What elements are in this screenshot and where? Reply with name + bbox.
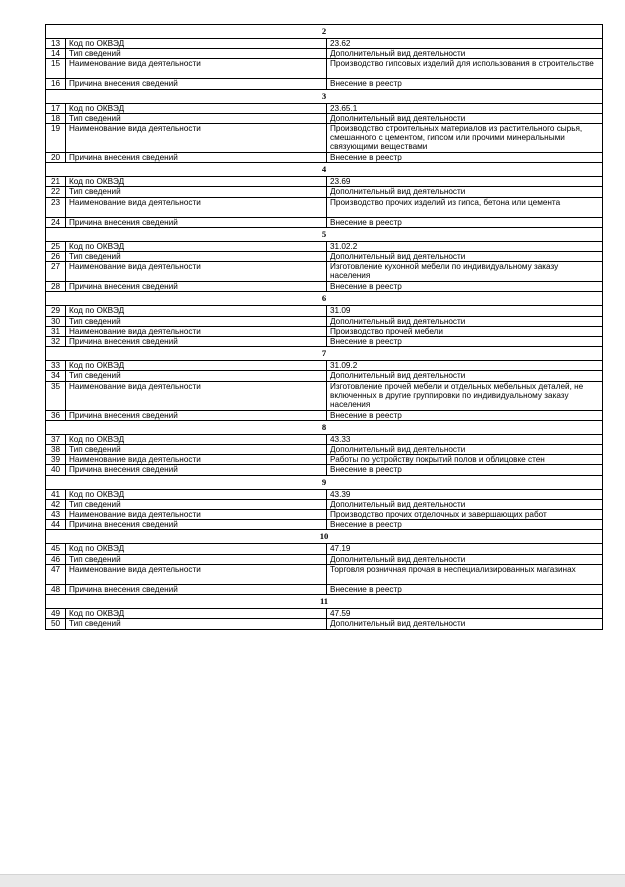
table-row <box>46 306 603 316</box>
table-row <box>46 113 603 123</box>
row-number: 23 <box>46 197 66 217</box>
row-value: Дополнительный вид деятельности <box>327 187 603 197</box>
row-label: Причина внесения сведений <box>66 465 327 475</box>
row-label: Наименование вида деятельности <box>66 59 327 79</box>
row-number: 15 <box>46 59 66 79</box>
row-label: Причина внесения сведений <box>66 584 327 594</box>
row-label: Наименование вида деятельности <box>66 510 327 520</box>
row-number: 26 <box>46 252 66 262</box>
row-number: 34 <box>46 371 66 381</box>
row-label: Код по ОКВЭД <box>66 39 327 49</box>
table-row <box>46 510 603 520</box>
row-number: 36 <box>46 410 66 420</box>
row-number: 38 <box>46 445 66 455</box>
row-number: 46 <box>46 554 66 564</box>
row-label: Код по ОКВЭД <box>66 434 327 444</box>
row-label: Наименование вида деятельности <box>66 381 327 410</box>
row-number: 19 <box>46 124 66 153</box>
table-row <box>46 410 603 420</box>
row-label: Код по ОКВЭД <box>66 306 327 316</box>
row-value: Внесение в реестр <box>327 282 603 292</box>
group-header-row <box>46 292 603 306</box>
row-value: Работы по устройству покрытий полов и облицовке стен <box>327 455 603 465</box>
group-number: 11 <box>46 595 603 609</box>
row-label: Причина внесения сведений <box>66 79 327 89</box>
row-value: Изготовление прочей мебели и отдельных мебельных деталей, не включенных в другие группировки по индивидуальному заказу населения <box>327 381 603 410</box>
table-row <box>46 584 603 594</box>
row-value: Производство строительных материалов из растительного сырья, смешанного с цементом, гипсом или прочими минеральными связующими веществами <box>327 124 603 153</box>
group-number: 6 <box>46 292 603 306</box>
row-number: 22 <box>46 187 66 197</box>
row-value: Производство гипсовых изделий для использования в строительстве <box>327 59 603 79</box>
row-label: Тип сведений <box>66 187 327 197</box>
row-number: 20 <box>46 153 66 163</box>
row-label: Наименование вида деятельности <box>66 455 327 465</box>
row-number: 24 <box>46 217 66 227</box>
row-label: Причина внесения сведений <box>66 337 327 347</box>
row-number: 17 <box>46 103 66 113</box>
row-value: Дополнительный вид деятельности <box>327 113 603 123</box>
row-value: Производство прочих отделочных и завершающих работ <box>327 510 603 520</box>
row-number: 14 <box>46 49 66 59</box>
table-row <box>46 39 603 49</box>
table-row <box>46 337 603 347</box>
group-header-row <box>46 25 603 39</box>
row-number: 39 <box>46 455 66 465</box>
table-row <box>46 79 603 89</box>
row-value: Дополнительный вид деятельности <box>327 252 603 262</box>
row-value: Внесение в реестр <box>327 410 603 420</box>
row-number: 21 <box>46 177 66 187</box>
row-value: Дополнительный вид деятельности <box>327 554 603 564</box>
page-bottom-edge <box>0 874 625 887</box>
table-row <box>46 445 603 455</box>
group-number: 3 <box>46 89 603 103</box>
okved-table-body <box>46 25 603 630</box>
row-number: 29 <box>46 306 66 316</box>
row-label: Тип сведений <box>66 113 327 123</box>
row-number: 45 <box>46 544 66 554</box>
group-header-row <box>46 420 603 434</box>
row-number: 40 <box>46 465 66 475</box>
row-label: Тип сведений <box>66 49 327 59</box>
row-number: 27 <box>46 262 66 282</box>
okved-table <box>45 24 603 630</box>
row-number: 48 <box>46 584 66 594</box>
row-value: Торговля розничная прочая в неспециализированных магазинах <box>327 564 603 584</box>
row-value: 43.39 <box>327 489 603 499</box>
row-number: 31 <box>46 326 66 336</box>
row-label: Тип сведений <box>66 316 327 326</box>
table-row <box>46 103 603 113</box>
row-label: Причина внесения сведений <box>66 217 327 227</box>
row-value: Внесение в реестр <box>327 584 603 594</box>
row-number: 42 <box>46 499 66 509</box>
table-row <box>46 241 603 251</box>
table-row <box>46 282 603 292</box>
table-row <box>46 252 603 262</box>
row-value: Дополнительный вид деятельности <box>327 49 603 59</box>
row-value: Дополнительный вид деятельности <box>327 499 603 509</box>
group-number: 2 <box>46 25 603 39</box>
row-value: Внесение в реестр <box>327 520 603 530</box>
row-value: Внесение в реестр <box>327 465 603 475</box>
table-row <box>46 554 603 564</box>
row-label: Наименование вида деятельности <box>66 564 327 584</box>
row-number: 32 <box>46 337 66 347</box>
table-row <box>46 153 603 163</box>
table-row <box>46 197 603 217</box>
table-row <box>46 520 603 530</box>
row-label: Код по ОКВЭД <box>66 609 327 619</box>
row-value: 47.19 <box>327 544 603 554</box>
row-value: Дополнительный вид деятельности <box>327 316 603 326</box>
row-value: 23.62 <box>327 39 603 49</box>
group-header-row <box>46 227 603 241</box>
row-value: Дополнительный вид деятельности <box>327 371 603 381</box>
table-row <box>46 499 603 509</box>
row-number: 13 <box>46 39 66 49</box>
group-header-row <box>46 475 603 489</box>
row-label: Тип сведений <box>66 252 327 262</box>
group-header-row <box>46 89 603 103</box>
row-label: Причина внесения сведений <box>66 410 327 420</box>
row-number: 47 <box>46 564 66 584</box>
row-label: Код по ОКВЭД <box>66 177 327 187</box>
row-label: Тип сведений <box>66 499 327 509</box>
row-number: 37 <box>46 434 66 444</box>
row-number: 25 <box>46 241 66 251</box>
row-label: Тип сведений <box>66 554 327 564</box>
row-label: Наименование вида деятельности <box>66 262 327 282</box>
table-row <box>46 609 603 619</box>
table-row <box>46 381 603 410</box>
row-number: 18 <box>46 113 66 123</box>
row-number: 28 <box>46 282 66 292</box>
table-row <box>46 489 603 499</box>
row-label: Код по ОКВЭД <box>66 103 327 113</box>
table-row <box>46 326 603 336</box>
table-row <box>46 124 603 153</box>
row-label: Код по ОКВЭД <box>66 544 327 554</box>
row-value: Внесение в реестр <box>327 217 603 227</box>
group-number: 4 <box>46 163 603 177</box>
row-value: Производство прочих изделий из гипса, бетона или цемента <box>327 197 603 217</box>
row-value: 23.69 <box>327 177 603 187</box>
table-row <box>46 316 603 326</box>
group-header-row <box>46 347 603 361</box>
row-label: Причина внесения сведений <box>66 153 327 163</box>
group-number: 8 <box>46 420 603 434</box>
table-row <box>46 49 603 59</box>
row-value: Дополнительный вид деятельности <box>327 445 603 455</box>
row-number: 16 <box>46 79 66 89</box>
row-number: 30 <box>46 316 66 326</box>
row-value: 43.33 <box>327 434 603 444</box>
row-value: 47.59 <box>327 609 603 619</box>
table-row <box>46 217 603 227</box>
row-number: 49 <box>46 609 66 619</box>
row-label: Причина внесения сведений <box>66 520 327 530</box>
row-number: 35 <box>46 381 66 410</box>
table-row <box>46 59 603 79</box>
row-number: 44 <box>46 520 66 530</box>
group-number: 7 <box>46 347 603 361</box>
row-label: Код по ОКВЭД <box>66 241 327 251</box>
row-label: Наименование вида деятельности <box>66 197 327 217</box>
row-number: 41 <box>46 489 66 499</box>
row-number: 43 <box>46 510 66 520</box>
row-label: Наименование вида деятельности <box>66 124 327 153</box>
table-row <box>46 455 603 465</box>
row-label: Наименование вида деятельности <box>66 326 327 336</box>
row-value: Внесение в реестр <box>327 79 603 89</box>
group-header-row <box>46 163 603 177</box>
row-label: Код по ОКВЭД <box>66 489 327 499</box>
table-row <box>46 434 603 444</box>
row-value: 31.09 <box>327 306 603 316</box>
row-label: Тип сведений <box>66 619 327 629</box>
group-number: 5 <box>46 227 603 241</box>
row-value: Внесение в реестр <box>327 337 603 347</box>
table-row <box>46 361 603 371</box>
table-row <box>46 619 603 629</box>
table-row <box>46 177 603 187</box>
row-label: Тип сведений <box>66 371 327 381</box>
table-row <box>46 371 603 381</box>
row-value: 31.02.2 <box>327 241 603 251</box>
table-row <box>46 564 603 584</box>
group-header-row <box>46 530 603 544</box>
group-header-row <box>46 595 603 609</box>
table-row <box>46 262 603 282</box>
table-row <box>46 544 603 554</box>
row-value: Производство прочей мебели <box>327 326 603 336</box>
group-number: 9 <box>46 475 603 489</box>
row-value: 23.65.1 <box>327 103 603 113</box>
row-value: Дополнительный вид деятельности <box>327 619 603 629</box>
table-row <box>46 187 603 197</box>
row-value: Внесение в реестр <box>327 153 603 163</box>
table-row <box>46 465 603 475</box>
row-label: Причина внесения сведений <box>66 282 327 292</box>
row-value: Изготовление кухонной мебели по индивидуальному заказу населения <box>327 262 603 282</box>
row-number: 50 <box>46 619 66 629</box>
row-label: Код по ОКВЭД <box>66 361 327 371</box>
row-label: Тип сведений <box>66 445 327 455</box>
group-number: 10 <box>46 530 603 544</box>
row-value: 31.09.2 <box>327 361 603 371</box>
row-number: 33 <box>46 361 66 371</box>
